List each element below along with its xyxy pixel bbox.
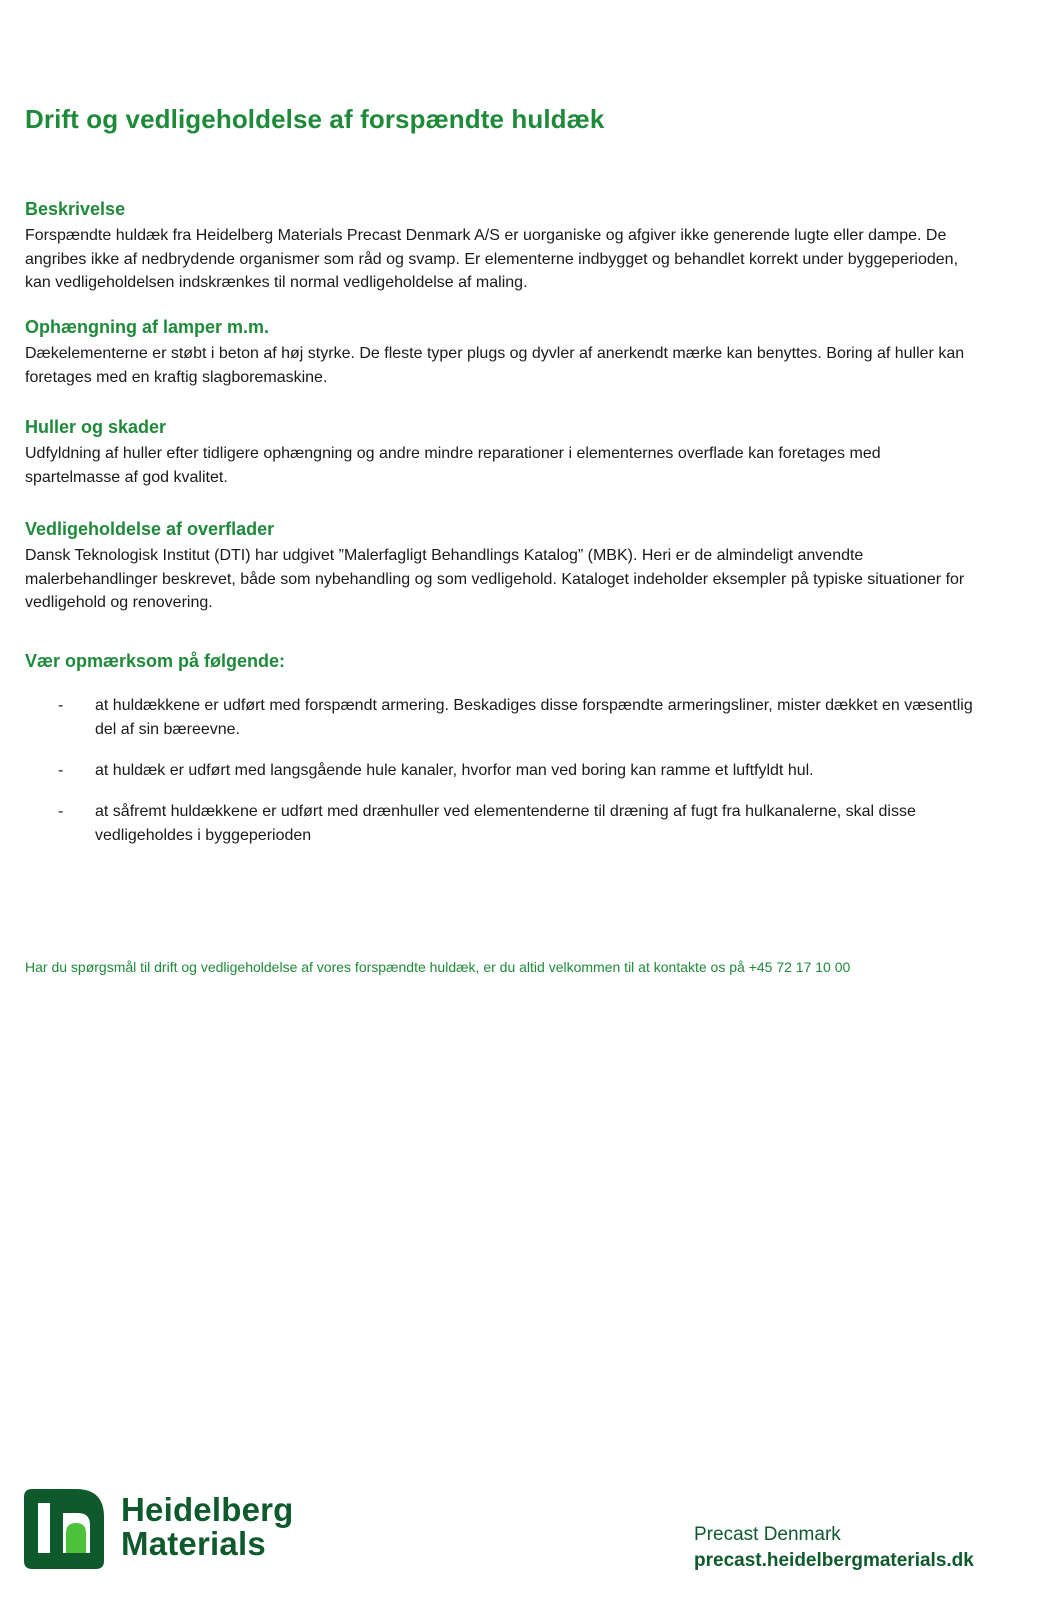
heidelberg-materials-logo xyxy=(24,1489,324,1573)
notice-heading: Vær opmærksom på følgende: xyxy=(25,651,286,671)
logo-line-1: Heidelberg xyxy=(121,1491,294,1528)
section-beskrivelse xyxy=(25,198,975,295)
logo-mark-icon xyxy=(24,1489,104,1569)
list-item xyxy=(25,800,975,848)
section-heading: Huller og skader xyxy=(25,417,167,437)
section-vedligeholdelse xyxy=(25,518,975,615)
section-heading: Vedligeholdelse af overflader xyxy=(25,519,275,539)
section-text: Dansk Teknologisk Institut (DTI) har udgivet ”Malerfagligt Behandlings Katalog” (MBK). Heri er de almindeligt anvendte malerbehandlinger beskrevet, både som nybehandling og som vedligehold. Kataloget indeholder eksempler på typiske situationer for vedligehold og renovering. xyxy=(25,547,965,611)
list-item xyxy=(25,759,975,783)
footer-url[interactable]: precast.heidelbergmaterials.dk xyxy=(694,1550,974,1571)
bullet-dash: - xyxy=(58,762,64,779)
bullet-dash: - xyxy=(58,697,64,714)
notice-list xyxy=(25,694,975,865)
section-text: Udfyldning af huller efter tidligere ophængning og andre mindre reparationer i elementernes overflade kan foretages med spartelmasse af god kvalitet. xyxy=(25,445,881,486)
list-item-text: at huldækkene er udført med forspændt armering. Beskadiges disse forspændte armeringsliner, mister dækket en væsentlig del af sin bæreevne. xyxy=(95,697,973,738)
footer-contact xyxy=(694,1522,974,1574)
section-text: Dækelementerne er støbt i beton af høj styrke. De fleste typer plugs og dyvler af anerkendt mærke kan benyttes. Boring af huller kan foretages med en kraftig slagboremaskine. xyxy=(25,345,965,386)
section-ophaengning xyxy=(25,316,975,389)
contact-line: Har du spørgsmål til drift og vedligeholdelse af vores forspændte huldæk, er du altid velkommen til at kontakte os på +45 72 17 10 00 xyxy=(25,959,851,975)
section-huller-og-skader xyxy=(25,416,975,489)
footer-company: Precast Denmark xyxy=(694,1524,841,1545)
page-title: Drift og vedligeholdelse af forspændte huldæk xyxy=(25,104,605,134)
logo-line-2: Materials xyxy=(121,1525,266,1562)
bullet-dash: - xyxy=(58,803,64,820)
section-heading: Ophængning af lamper m.m. xyxy=(25,317,270,337)
list-item xyxy=(25,694,975,742)
list-item-text: at såfremt huldækkene er udført med drænhuller ved elementenderne til dræning af fugt fra hulkanalerne, skal disse vedligeholdes i byggeperioden xyxy=(95,803,916,844)
logo-wordmark xyxy=(121,1493,294,1561)
section-heading: Beskrivelse xyxy=(25,199,126,219)
list-item-text: at huldæk er udført med langsgående hule kanaler, hvorfor man ved boring kan ramme et luftfyldt hul. xyxy=(95,762,814,779)
section-text: Forspændte huldæk fra Heidelberg Materials Precast Denmark A/S er uorganiske og afgiver ikke generende lugte eller dampe. De angribes ikke af nedbrydende organismer som råd og svamp. Er elementerne indbygget og behandlet korrekt under byggeperioden, kan vedligeholdelsen indskrænkes til normal vedligeholdelse af maling. xyxy=(25,227,959,291)
